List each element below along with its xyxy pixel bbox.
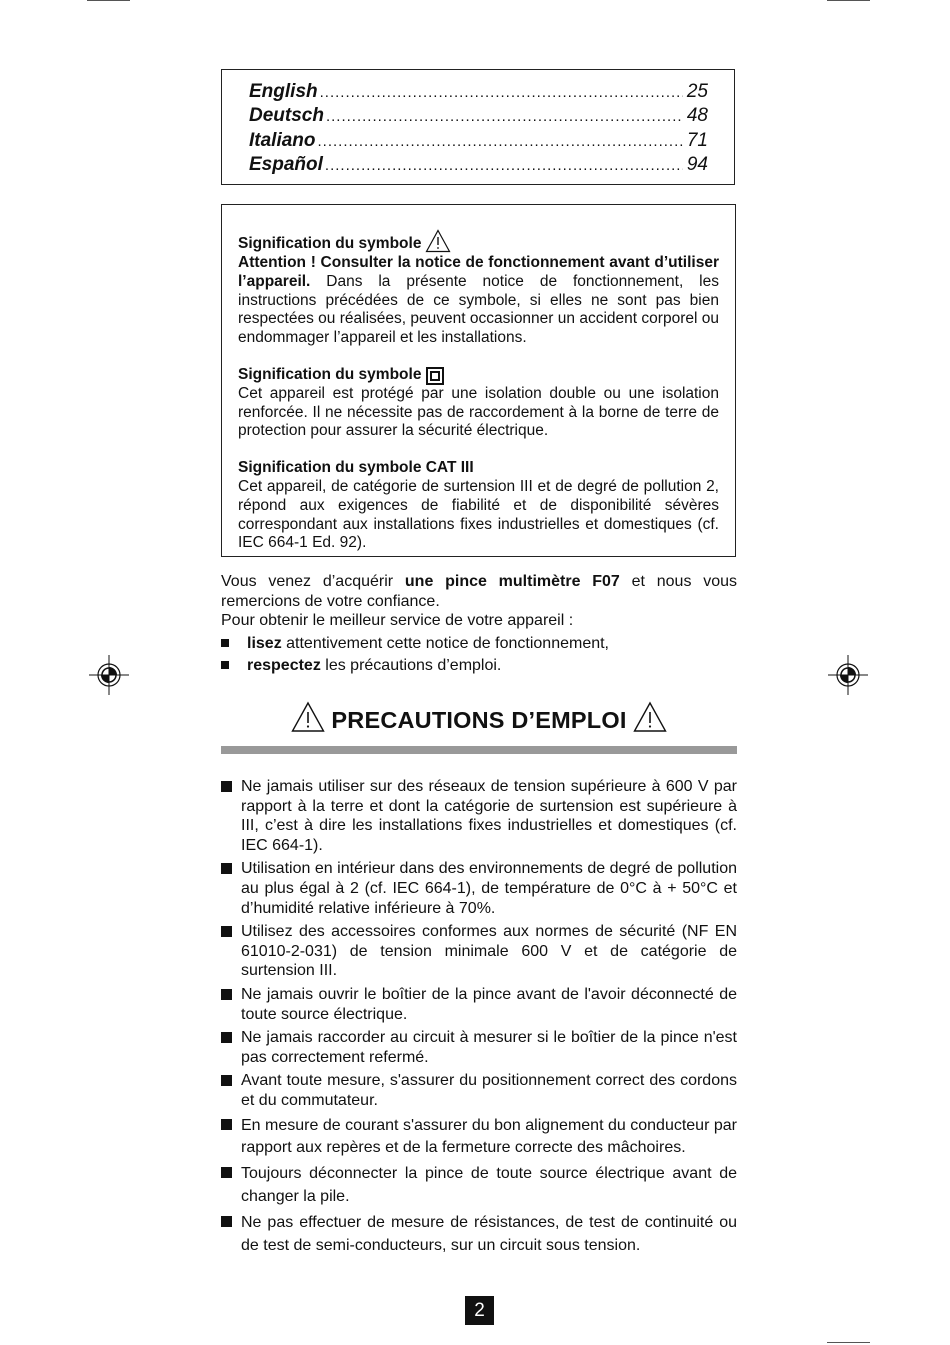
- precaution-item: [221, 1163, 737, 1208]
- section-divider: [221, 746, 737, 754]
- warning-triangle-icon: [291, 701, 325, 733]
- bullet-square-icon: [221, 1032, 232, 1043]
- bullet-icon: [221, 639, 229, 647]
- symbol-heading: Signification du symbole CAT III: [238, 459, 474, 477]
- precaution-item: [221, 777, 737, 855]
- list-item-text: [247, 656, 501, 676]
- page-number: 2: [465, 1296, 494, 1325]
- bullet-square-icon: [221, 926, 232, 937]
- list-item-rest: attentivement cette notice de fonctionnement,: [281, 634, 609, 652]
- precaution-item: [221, 985, 737, 1024]
- precaution-item: [221, 1212, 737, 1257]
- toc-page: 25: [686, 81, 708, 102]
- list-item: [221, 656, 737, 676]
- product-name: une pince multimètre F07: [404, 573, 620, 590]
- toc-language: Italiano: [249, 129, 316, 151]
- crop-mark: [827, 0, 870, 1]
- intro-text-part: Vous venez d’acquérir: [221, 573, 405, 590]
- toc-language: Deutsch: [249, 105, 324, 127]
- symbol-heading: [238, 229, 719, 254]
- precaution-item: [221, 1071, 737, 1110]
- intro-paragraph: Pour obtenir le meilleur service de votre appareil :: [221, 612, 574, 629]
- precautions-list: [221, 777, 737, 1261]
- symbol-meanings-box: [221, 204, 736, 557]
- registration-mark-icon: [828, 655, 868, 695]
- language-index: [221, 69, 735, 185]
- precautions-title-text: PRECAUTIONS D’EMPLOI: [331, 707, 627, 733]
- list-item: [221, 634, 737, 654]
- precaution-text: Avant toute mesure, s'assurer du positionnement correct des cordons et du commutateur.: [241, 1072, 737, 1109]
- precaution-item: [221, 859, 737, 918]
- bullet-icon: [221, 661, 229, 669]
- intro-text-part: et nous vous remercions de votre confiance.: [221, 573, 738, 610]
- registration-mark-icon: [89, 655, 129, 695]
- list-item-rest: les précautions d’emploi.: [320, 657, 502, 674]
- bullet-square-icon: [221, 1119, 232, 1130]
- symbol-double-insulation-section: [238, 366, 719, 441]
- precaution-text: Utilisation en intérieur dans des environnements de degré de pollution au plus égal à 2 (cf. IEC 664-1), de température de 0°C à + 50°C et d’humidité relative inférieure à 70%.: [241, 860, 737, 917]
- toc-leader: [325, 154, 683, 177]
- toc-leader: [326, 105, 683, 128]
- bullet-square-icon: [221, 1216, 232, 1227]
- toc-leader: [318, 130, 683, 153]
- list-item-bold: lisez: [247, 634, 282, 652]
- precaution-text: Toujours déconnecter la pince de toute source électrique avant de changer la pile.: [241, 1165, 737, 1205]
- intro-text: [221, 572, 737, 676]
- list-item-text: [247, 634, 609, 654]
- symbol-heading: [238, 366, 719, 385]
- symbol-description: Cet appareil, de catégorie de surtension III et de degré de pollution 2, répond aux exigences de fiabilité et de disponibilité sévères correspondant aux installations fixes industrielles et domestiques (cf. IEC 664-1 Ed. 92).: [238, 477, 719, 552]
- toc-language: Español: [249, 154, 323, 176]
- bullet-square-icon: [221, 781, 232, 792]
- bullet-square-icon: [221, 1075, 232, 1086]
- bullet-square-icon: [221, 863, 232, 874]
- toc-page: 48: [686, 105, 708, 127]
- symbol-warning-section: [238, 229, 719, 348]
- warning-triangle-icon: [425, 229, 451, 253]
- precautions-heading: [221, 701, 737, 733]
- precaution-text: Ne pas effectuer de mesure de résistances, de test de continuité ou de test de semi-conducteurs, sur un circuit sous tension.: [241, 1214, 737, 1254]
- precaution-text: Utilisez des accessoires conformes aux normes de sécurité (NF EN 61010-2-031) de tension minimale 600 V et de catégorie de surtension III.: [241, 923, 737, 980]
- double-insulation-icon: [426, 367, 444, 385]
- precaution-text: Ne jamais raccorder au circuit à mesurer si le boîtier de la pince n'est pas correctement refermé.: [241, 1029, 737, 1066]
- symbol-warning-bold: Attention ! Consulter la notice de fonctionnement avant d’utiliser l’appareil.: [238, 254, 719, 290]
- symbol-heading-text: Signification du symbole: [238, 365, 422, 383]
- precaution-item: [221, 1115, 737, 1160]
- symbol-heading-text: Signification du symbole: [238, 235, 422, 253]
- warning-triangle-icon: [633, 701, 667, 733]
- bullet-square-icon: [221, 1167, 232, 1178]
- precaution-item: [221, 922, 737, 981]
- precaution-item: [221, 1028, 737, 1067]
- toc-page: 94: [686, 154, 708, 176]
- toc-language: English: [249, 81, 318, 102]
- toc-entry[interactable]: [249, 153, 708, 177]
- toc-entry[interactable]: [249, 129, 708, 153]
- symbol-cat3-section: [238, 459, 719, 553]
- precaution-text: Ne jamais utiliser sur des réseaux de tension supérieure à 600 V par rapport à la terre et dont la catégorie de surtension est supérieure à III, c’est à dire les installations fixes industrielles et domestiques (cf. IEC 664-1).: [241, 778, 737, 854]
- bullet-square-icon: [221, 989, 232, 1000]
- toc-leader: [320, 81, 683, 104]
- symbol-description: Cet appareil est protégé par une isolation double ou une isolation renforcée. Il ne nécessite pas de raccordement à la borne de terre de protection pour assurer la sécurité électrique.: [238, 384, 719, 440]
- intro-paragraph: [221, 572, 737, 611]
- symbol-warning-text: Dans la présente notice de fonctionnement, les instructions précédées de ce symbole, si elles ne sont pas bien respectées ou réalisées, peuvent occasionner un accident corporel ou endommager l’appareil et les installations.: [238, 272, 719, 347]
- symbol-description: [238, 254, 719, 348]
- precaution-text: Ne jamais ouvrir le boîtier de la pince avant de l'avoir déconnecté de toute source électrique.: [241, 985, 737, 1023]
- toc-entry[interactable]: [249, 80, 708, 104]
- toc-entry[interactable]: [249, 104, 708, 128]
- crop-mark: [87, 0, 130, 1]
- list-item-bold: respectez: [247, 657, 321, 674]
- toc-page: 71: [686, 129, 708, 151]
- precaution-text: En mesure de courant s'assurer du bon alignement du conducteur par rapport aux repères et de la fermeture correcte des mâchoires.: [241, 1116, 737, 1156]
- crop-mark: [827, 1342, 870, 1343]
